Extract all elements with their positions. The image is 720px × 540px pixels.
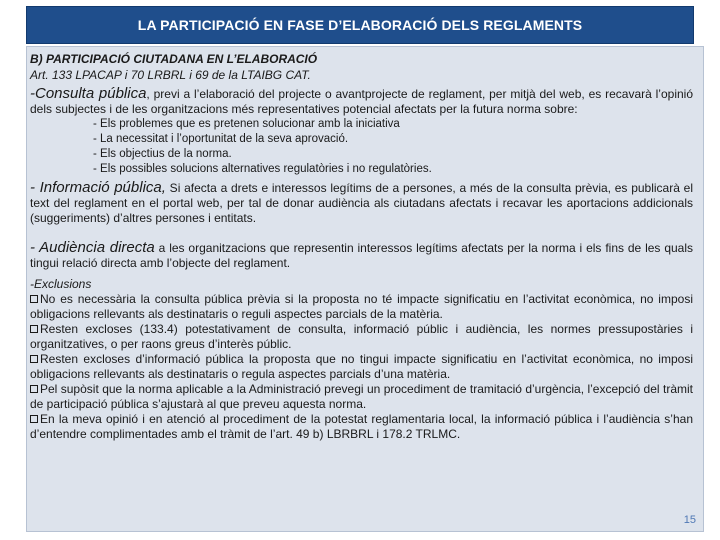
exclusion-text: Resten excloses (133.4) potestativament de consulta, informació públic i audiència, les normes pressupostàries i organitzatives, o per raons greus d’interès públic. — [30, 322, 693, 351]
list-item: - Els possibles solucions alternatives regulatòries i no regulatòries. — [93, 163, 432, 175]
exclusion-item — [30, 292, 693, 322]
exclusion-item — [30, 352, 693, 382]
content-panel — [26, 46, 704, 532]
exclusion-item — [30, 322, 693, 352]
consulta-text: , previ a l’elaboració del projecte o avantprojecte de reglament, per mitjà del web, es recavarà l’opinió dels subjectes i de les organitzacions més representatives potencial afectats per la futura norma sobre: — [30, 87, 693, 116]
exclusion-text: Pel supòsit que la norma aplicable a la Administració prevegi un procediment de tramitació d’urgència, l’excepció del tràmit de participació pública s’ajustarà al que preveu aquesta norma. — [30, 382, 693, 411]
informacio-paragraph — [30, 180, 693, 226]
exclusion-item — [30, 382, 693, 412]
audiencia-lead: - Audiència directa — [30, 239, 155, 256]
exclusion-text: En la meva opinió i en atenció al procediment de la potestat reglamentaria local, la informació pública i l’audiència s’han d’entendre complimentades amb el tràmit de l’art. 49 b) LBRBRL i 178.2 TRLMC. — [30, 412, 693, 441]
exclusion-text: Resten excloses d’informació pública la proposta que no tingui impacte significatiu en l’activitat econòmica, no imposi obligacions rellevants als destinataris o regula aspectes parcials d’una matèria. — [30, 352, 693, 381]
informacio-text: Si afecta a drets e interessos legítims de a persones, a més de la consulta prèvia, es publicarà el text del reglament en el portal web, per tal de donar audiència als ciutadans afectats i recavar les aportacions addicionals (suggeriments) d’altres persones i entitats. — [30, 181, 693, 225]
section-title: B) PARTICIPACIÓ CIUTADANA EN L’ELABORACIÓ — [30, 52, 318, 66]
consulta-lead: -Consulta pública — [30, 85, 147, 102]
list-item: - La necessitat i l’oportunitat de la seva aprovació. — [93, 133, 349, 145]
exclusions-heading: -Exclusions — [30, 277, 92, 291]
page-number: 15 — [683, 514, 696, 526]
article-reference: Art. 133 LPACAP i 70 LRBRL i 69 de la LTAIBG CAT. — [30, 68, 311, 82]
title-banner — [26, 6, 694, 44]
informacio-lead: - Informació pública, — [30, 179, 166, 196]
checkbox-bullet-icon — [30, 355, 38, 363]
consulta-paragraph — [30, 86, 693, 117]
exclusion-item — [30, 412, 693, 442]
exclusion-text: No es necessària la consulta pública prèvia si la proposta no té impacte significatiu en l’activitat econòmica, no imposi obligacions rellevants als destinataris o reguli aspectes parcials de la matèria. — [30, 292, 693, 321]
checkbox-bullet-icon — [30, 295, 38, 303]
slide-title: LA PARTICIPACIÓ EN FASE D’ELABORACIÓ DELS REGLAMENTS — [137, 17, 583, 33]
checkbox-bullet-icon — [30, 325, 38, 333]
list-item: - Els problemes que es pretenen solucionar amb la iniciativa — [93, 118, 400, 130]
audiencia-paragraph — [30, 240, 693, 271]
consulta-list — [30, 117, 693, 177]
audiencia-text: a les organitzacions que representin interessos legítims afectats per la norma i els fins de les quals tingui relació directa amb l’objecte del reglament. — [30, 241, 694, 270]
list-item: - Els objectius de la norma. — [93, 148, 232, 160]
checkbox-bullet-icon — [30, 385, 38, 393]
checkbox-bullet-icon — [30, 415, 38, 423]
